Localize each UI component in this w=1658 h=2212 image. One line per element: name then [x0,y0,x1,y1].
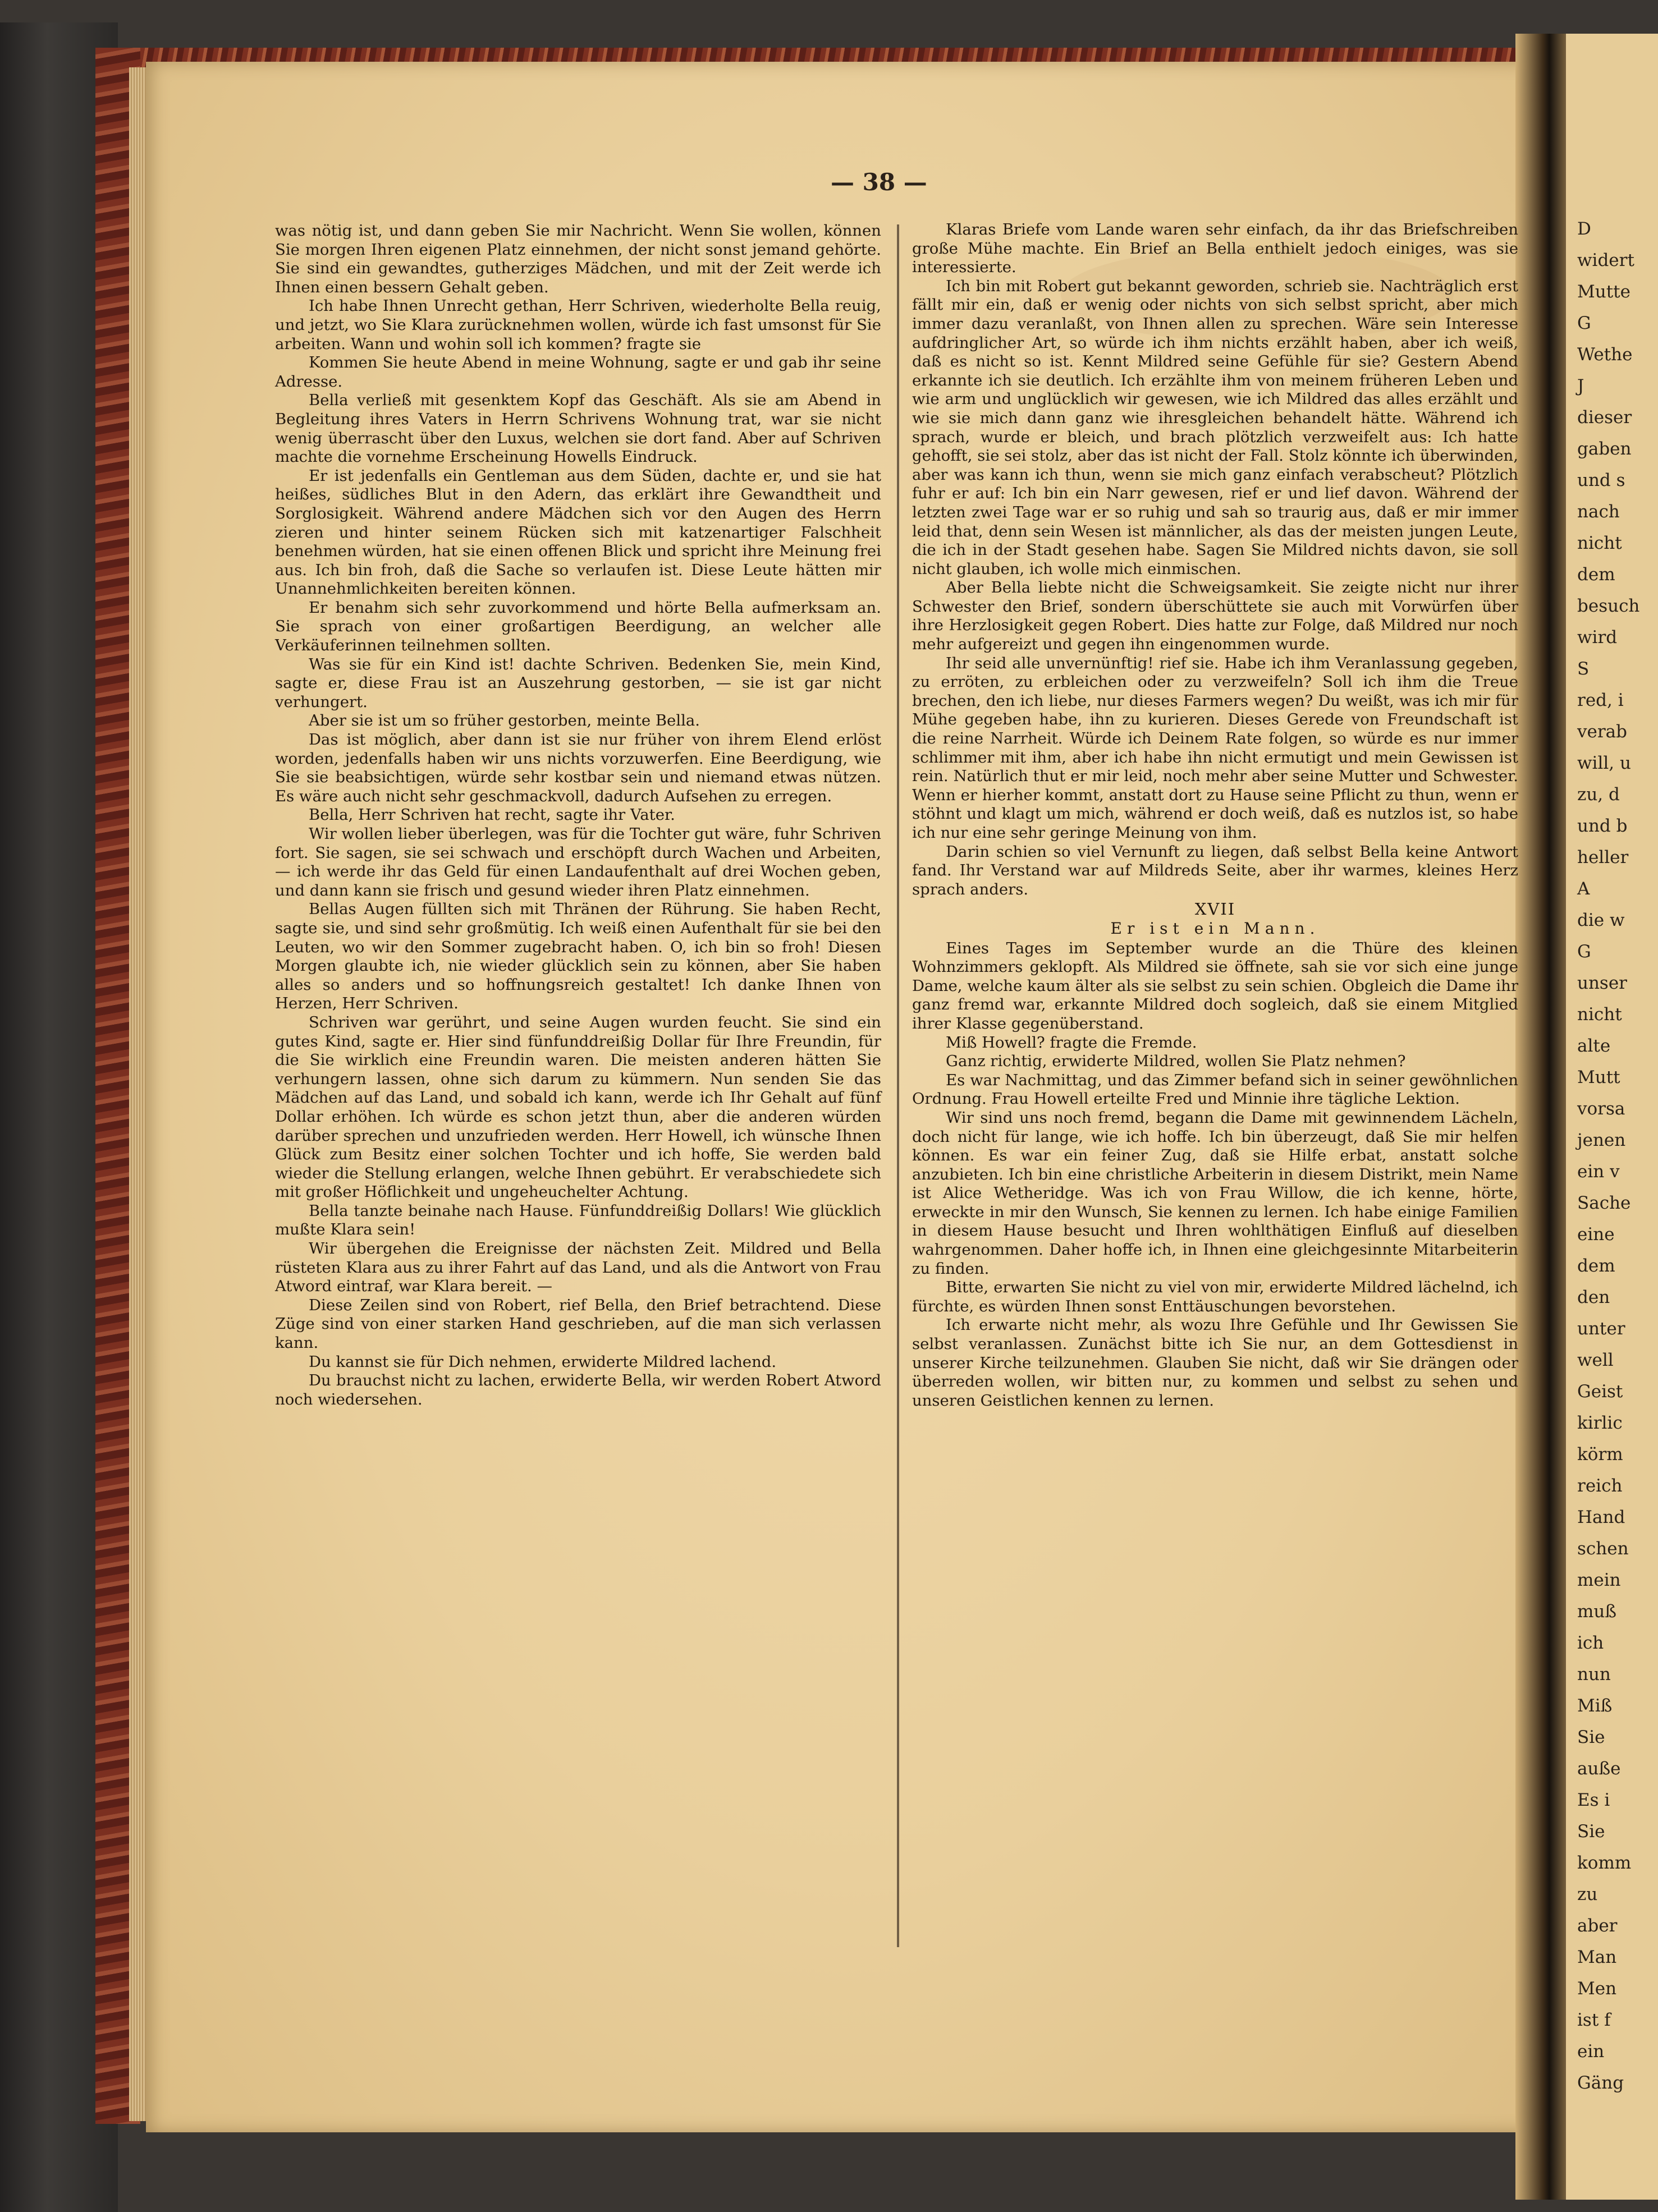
facing-page-line: reich [1577,1476,1623,1496]
facing-page-line: ist f [1577,2010,1611,2030]
paragraph: Wir wollen lieber überlegen, was für die Tochter gut wäre, fuhr Schriven fort. Sie sagen, sie sei schwach und erschöpft durch Wachen und Arbeiten, — ich werde ihr das Geld für einen Landaufenthalt auf drei Wochen geben, und dann kann sie frisch und gesund wieder ihren Platz einnehmen. [275,825,881,900]
facing-page-line: ein [1577,2041,1605,2062]
column-divider [897,224,899,1947]
paragraph: Darin schien so viel Vernunft zu liegen, daß selbst Bella keine Antwort fand. Ihr Verstand war auf Mildreds Seite, aber ihr warmes, kleines Herz sprach anders. [912,842,1518,898]
facing-page-line: dem [1577,1256,1615,1276]
paragraph: Aber Bella liebte nicht die Schweigsamkeit. Sie zeigte nicht nur ihrer Schwester den Brief, sondern überschüttete sie auch mit Vorwürfen über ihre Herzlosigkeit gegen Robert. Dies hatte zur Folge, daß Mildred nur noch mehr aufgereizt und gegen ihn eingenommen wurde. [912,579,1518,654]
paragraph: Er ist jedenfalls ein Gentleman aus dem Süden, dachte er, und sie hat heißes, südliches Blut in den Adern, das erklärt ihre Gewandtheit und Sorglosigkeit. Während andere Mädchen sich vor den Augen des Herrn zieren und hinter seinem Rücken sich mit katzenartiger Falschheit benehmen würden, hat sie einen offenen Blick und spricht ihre Meinung frei aus. Ich bin froh, daß die Sache so verlaufen ist. Diese Leute hätten mir Unannehmlichkeiten bereiten können. [275,466,881,598]
paragraph: Schriven war gerührt, und seine Augen wurden feucht. Sie sind ein gutes Kind, sagte er. Hier sind fünfunddreißig Dollar für Ihre Freundin, für die Sie wirklich eine Freundin waren. Die meisten anderen hätten Sie verhungern lassen, ohne sich darum zu kümmern. Nun senden Sie das Mädchen auf das Land, und sobald ich kann, werde ich Ihr Gehalt auf fünf Dollar erhöhen. Ich würde es schon jetzt thun, aber die anderen würden darüber sprechen und unzufrieden werden. Herr Howell, ich wünsche Ihnen Glück zum Besitz einer solchen Tochter und ich hoffe, Sie werden bald wieder die Stellung erlangen, welche Ihnen gebührt. Er verabschiedete sich mit großer Höflichkeit und ungeheuchelter Achtung. [275,1013,881,1201]
facing-page-line: unter [1577,1319,1625,1339]
chapter-number: XVII [1194,900,1236,919]
paragraph: Klaras Briefe vom Lande waren sehr einfach, da ihr das Briefschreiben große Mühe machte. Ein Brief an Bella enthielt jedoch einiges, was sie interessierte. [912,221,1518,277]
facing-page-line: Es i [1577,1790,1610,1810]
facing-page-line: muß [1577,1601,1617,1622]
paragraph: Wir übergehen die Ereignisse der nächsten Zeit. Mildred und Bella rüsteten Klara aus zu ihrer Fahrt auf das Land, und als die Antwort von Frau Atword eintraf, war Klara bereit. — [275,1240,881,1296]
right-column-text-after-chapter [912,939,1518,1411]
paragraph: Bella tanzte beinahe nach Hause. Fünfunddreißig Dollars! Wie glücklich mußte Klara sein! [275,1201,881,1239]
paragraph: Das ist möglich, aber dann ist sie nur früher von ihrem Elend erlöst worden, jedenfalls haben wir uns nichts vorzuwerfen. Eine Beerdigung, wie Sie sie beabsichtigen, würde sehr kostbar sein und niemand etwas nützen. Es wäre auch nicht sehr geschmackvoll, dadurch Aufsehen zu erregen. [275,731,881,805]
paragraph: Bitte, erwarten Sie nicht zu viel von mir, erwiderte Mildred lächelnd, ich fürchte, es würden Ihnen sonst Enttäuschungen bevorstehen. [912,1278,1518,1315]
facing-page-line: well [1577,1350,1614,1370]
facing-page-line: wird [1577,627,1618,648]
text-column-right [912,221,1518,1410]
facing-page-line: nun [1577,1664,1611,1685]
facing-page-line: kirlic [1577,1413,1623,1433]
facing-page-line: und b [1577,816,1628,836]
facing-page-line: Sie [1577,1727,1605,1747]
paragraph: Miß Howell? fragte die Fremde. [946,1033,1197,1052]
paragraph: Bella verließ mit gesenktem Kopf das Geschäft. Als sie am Abend in Begleitung ihres Vaters in Herrn Schrivens Wohnung trat, war sie nicht wenig überrascht über den Luxus, welchen sie dort fand. Aber auf Schriven machte die vornehme Erscheinung Howells Eindruck. [275,391,881,466]
facing-page-line: Sie [1577,1821,1605,1842]
facing-page-line: Sache [1577,1193,1631,1213]
facing-page-line: zu, d [1577,784,1620,805]
facing-page-line: Mutte [1577,282,1630,302]
facing-page-line: schen [1577,1539,1629,1559]
facing-page-fragment [1566,34,1658,2200]
facing-page-line: auße [1577,1759,1621,1779]
facing-page-line: nicht [1577,533,1622,553]
paragraph: Diese Zeilen sind von Robert, rief Bella, den Brief betrachtend. Diese Züge sind von einer starken Hand geschrieben, auf die man sich verlassen kann. [275,1296,881,1352]
facing-page-line: S [1577,659,1590,679]
facing-page-line: Geist [1577,1382,1623,1402]
facing-page-line: widert [1577,250,1634,270]
paragraph: Ich bin mit Robert gut bekannt geworden, schrieb sie. Nachträglich erst fällt mir ein, daß er wenig oder nichts von sich selbst spricht, aber mich immer dazu veranlaßt, von Ihnen allen zu sprechen. Wäre sein Interesse aufdringlicher Art, so würde ich ihm nichts erzählt haben, aber ich weiß, daß es nicht so ist. Kennt Mildred seine Gefühle für sie? Gestern Abend erkannte ich sie deutlich. Ich erzählte ihm von meinem früheren Leben und wie arm und unglücklich wir gewesen, wie ich Mildred das alles erzählt und wie sie mich dann ganz wie ihresgleichen behandelt hätte. Während ich sprach, wurde er bleich, und brach plötzlich verzweifelt aus: Ich hatte gehofft, sie sei stolz, aber das ist nicht der Fall. Stolz könnte ich überwinden, aber was kann ich thun, wenn sie mich ganz einfach verabscheut? Plötzlich fuhr er auf: Ich bin ein Narr gewesen, rief er und lief davon. Während der letzten zwei Tage war er so ruhig und sah so traurig aus, daß er mir immer leid that, denn sein Wesen ist männlicher, als das der meisten jungen Leute, die ich in der Stadt gesehen habe. Sagen Sie Mildred nichts davon, sie soll nicht glauben, ich wolle mich einmischen. [912,277,1518,578]
facing-page-line: den [1577,1287,1610,1307]
facing-page-line: alte [1577,1036,1611,1056]
facing-page-line: körm [1577,1444,1623,1465]
facing-page-line: ein v [1577,1162,1620,1182]
paragraph: Du brauchst nicht zu lachen, erwiderte Bella, wir werden Robert Atword noch wiedersehen. [275,1371,881,1408]
facing-page-line: besuch [1577,596,1640,616]
paragraph: Bellas Augen füllten sich mit Thränen der Rührung. Sie haben Recht, sagte sie, und sind sehr großmütig. Ich weiß einen Aufenthalt für sie bei den Leuten, wo wir den Sommer zugebracht haben. O, ich bin so froh! Diesen Morgen glaubte ich, nie wieder glücklich sein zu können, aber Sie haben alles so anders und so hoffnungsreich gestaltet! Ich danke Ihnen von Herzen, Herr Schriven. [275,900,881,1013]
facing-page-line: komm [1577,1853,1632,1873]
facing-page-line: zu [1577,1884,1598,1904]
paragraph: Ich habe Ihnen Unrecht gethan, Herr Schriven, wiederholte Bella reuig, und jetzt, wo Sie Klara zurücknehmen wollen, würde ich fast umsonst für Sie arbeiten. Wann und wohin soll ich kommen? fragte sie [275,297,881,353]
paragraph: Eines Tages im September wurde an die Thüre des kleinen Wohnzimmers geklopft. Als Mildred sie öffnete, sah sie vor sich eine junge Dame, welche kaum älter als sie selbst zu sein schien. Obgleich die Dame ihr ganz fremd war, erkannte Mildred doch sogleich, daß sie einem Mitglied ihrer Klasse gegenüberstand. [912,939,1518,1032]
facing-page-line: dieser [1577,407,1632,428]
facing-page-line: nicht [1577,1004,1622,1025]
paragraph: Was sie für ein Kind ist! dachte Schriven. Bedenken Sie, mein Kind, sagte er, diese Frau ist an Auszehrung gestorben, — sie ist gar nicht verhungert. [275,655,881,711]
right-column-text-before-chapter [912,221,1518,899]
facing-page-line: unser [1577,973,1628,993]
paragraph: was nötig ist, und dann geben Sie mir Nachricht. Wenn Sie wollen, können Sie morgen Ihren eigenen Platz einnehmen, der nicht sonst jemand gehörte. Sie sind ein gewandtes, gutherziges Mädchen, und mit der Zeit werde ich Ihnen einen bessern Gehalt geben. [275,222,881,296]
facing-page-line: dem [1577,565,1615,585]
facing-page-line: Gäng [1577,2073,1624,2093]
facing-page-line: heller [1577,847,1629,868]
paragraph: Wir sind uns noch fremd, begann die Dame mit gewinnendem Lächeln, doch nicht für lange, wie ich hoffe. Ich bin überzeugt, daß Sie mir helfen können. Es war ein feiner Zug, daß sie Hilfe erbat, anstatt solche anzubieten. Ich bin eine christliche Arbeiterin in diesem Distrikt, mein Name ist Alice Wetheridge. Was ich von Frau Willow, die ich kenne, hörte, erweckte in mir den Wunsch, Sie kennen zu lernen. Ich habe einige Familien in diesem Hause besucht und Ihren wohlthätigen Einfluß auf dieselben wahrgenommen. Daher hoffe ich, in Ihnen eine gleichgesinnte Mitarbeiterin zu finden. [912,1108,1518,1278]
paragraph: Ich erwarte nicht mehr, als wozu Ihre Gefühle und Ihr Gewissen Sie selbst veranlassen. Zunächst bitte ich Sie nur, an dem Gottesdienst in unserer Kirche teilzunehmen. Glauben Sie nicht, daß wir Sie drängen oder überreden wollen, wir bitten nur, zu kommen und selbst zu sehen und unseren Geistlichen kennen zu lernen. [912,1316,1518,1410]
text-column-left [275,222,881,1409]
facing-page-line: Man [1577,1947,1617,1967]
paragraph: Er benahm sich sehr zuvorkommend und hörte Bella aufmerksam an. Sie sprach von einer großartigen Beerdigung, an welcher alle Verkäuferinnen teilnehmen sollten. [275,598,881,655]
paragraph: Es war Nachmittag, und das Zimmer befand sich in seiner gewöhnlichen Ordnung. Frau Howell erteilte Fred und Minnie ihre tägliche Lektion. [912,1071,1518,1108]
page-number: — 38 — [831,168,927,196]
facing-page-line: red, i [1577,690,1624,710]
facing-page-line: die w [1577,910,1625,930]
facing-page-line: ich [1577,1633,1604,1653]
facing-page-line: verab [1577,722,1628,742]
paragraph: Ganz richtig, erwiderte Mildred, wollen Sie Platz nehmen? [946,1052,1406,1071]
facing-page-line: Wethe [1577,345,1633,365]
facing-page-line: gaben [1577,439,1632,459]
facing-page-line: vorsa [1577,1099,1625,1119]
paragraph: Ihr seid alle unvernünftig! rief sie. Habe ich ihm Veranlassung gegeben, zu erröten, zu erbleichen oder zu verzweifeln? Soll ich ihm die Treue brechen, den ich liebe, nur dieses Farmers wegen? Du weißt, was ich mir für Mühe gegeben habe, ihn zu kurieren. Dieses Gerede von Freundschaft ist die reine Narrheit. Würde ich Deinem Rate folgen, so würde es nur immer schlimmer mit ihm, aber ich habe ihn nicht ermutigt und mein Gewissen ist rein. Natürlich thut er mir leid, noch mehr aber seine Mutter und Schwester. Wenn er hierher kommt, anstatt dort zu Hause seine Pflicht zu thun, wenn er stöhnt und klagt um mich, während er doch weiß, daß es nutzlos ist, so habe ich nur eine sehr geringe Meinung von ihm. [912,654,1518,842]
facing-page-line: G [1577,313,1591,333]
facing-page-line: Hand [1577,1507,1625,1527]
facing-page-line: J [1577,376,1584,396]
facing-page-line: nach [1577,502,1620,522]
facing-page-line: eine [1577,1224,1615,1245]
facing-page-line: aber [1577,1916,1618,1936]
paragraph: Aber sie ist um so früher gestorben, meinte Bella. [309,712,700,730]
paragraph: Bella, Herr Schriven hat recht, sagte ihr Vater. [309,806,675,824]
facing-page-line: mein [1577,1570,1621,1590]
facing-page-line: und s [1577,470,1625,490]
facing-page-line: A [1577,879,1590,899]
chapter-title: Er ist ein Mann. [1110,919,1320,938]
facing-page-line: Men [1577,1979,1617,1999]
paragraph: Du kannst sie für Dich nehmen, erwiderte Mildred lachend. [309,1352,777,1371]
facing-page-line: will, u [1577,753,1631,773]
facing-page-line: jenen [1577,1130,1626,1150]
paragraph: Kommen Sie heute Abend in meine Wohnung, sagte er und gab ihr seine Adresse. [275,354,881,391]
facing-page-line: Miß [1577,1696,1613,1716]
facing-page-line: Mutt [1577,1067,1620,1087]
facing-page-line: G [1577,942,1591,962]
facing-page-line: D [1577,219,1591,239]
